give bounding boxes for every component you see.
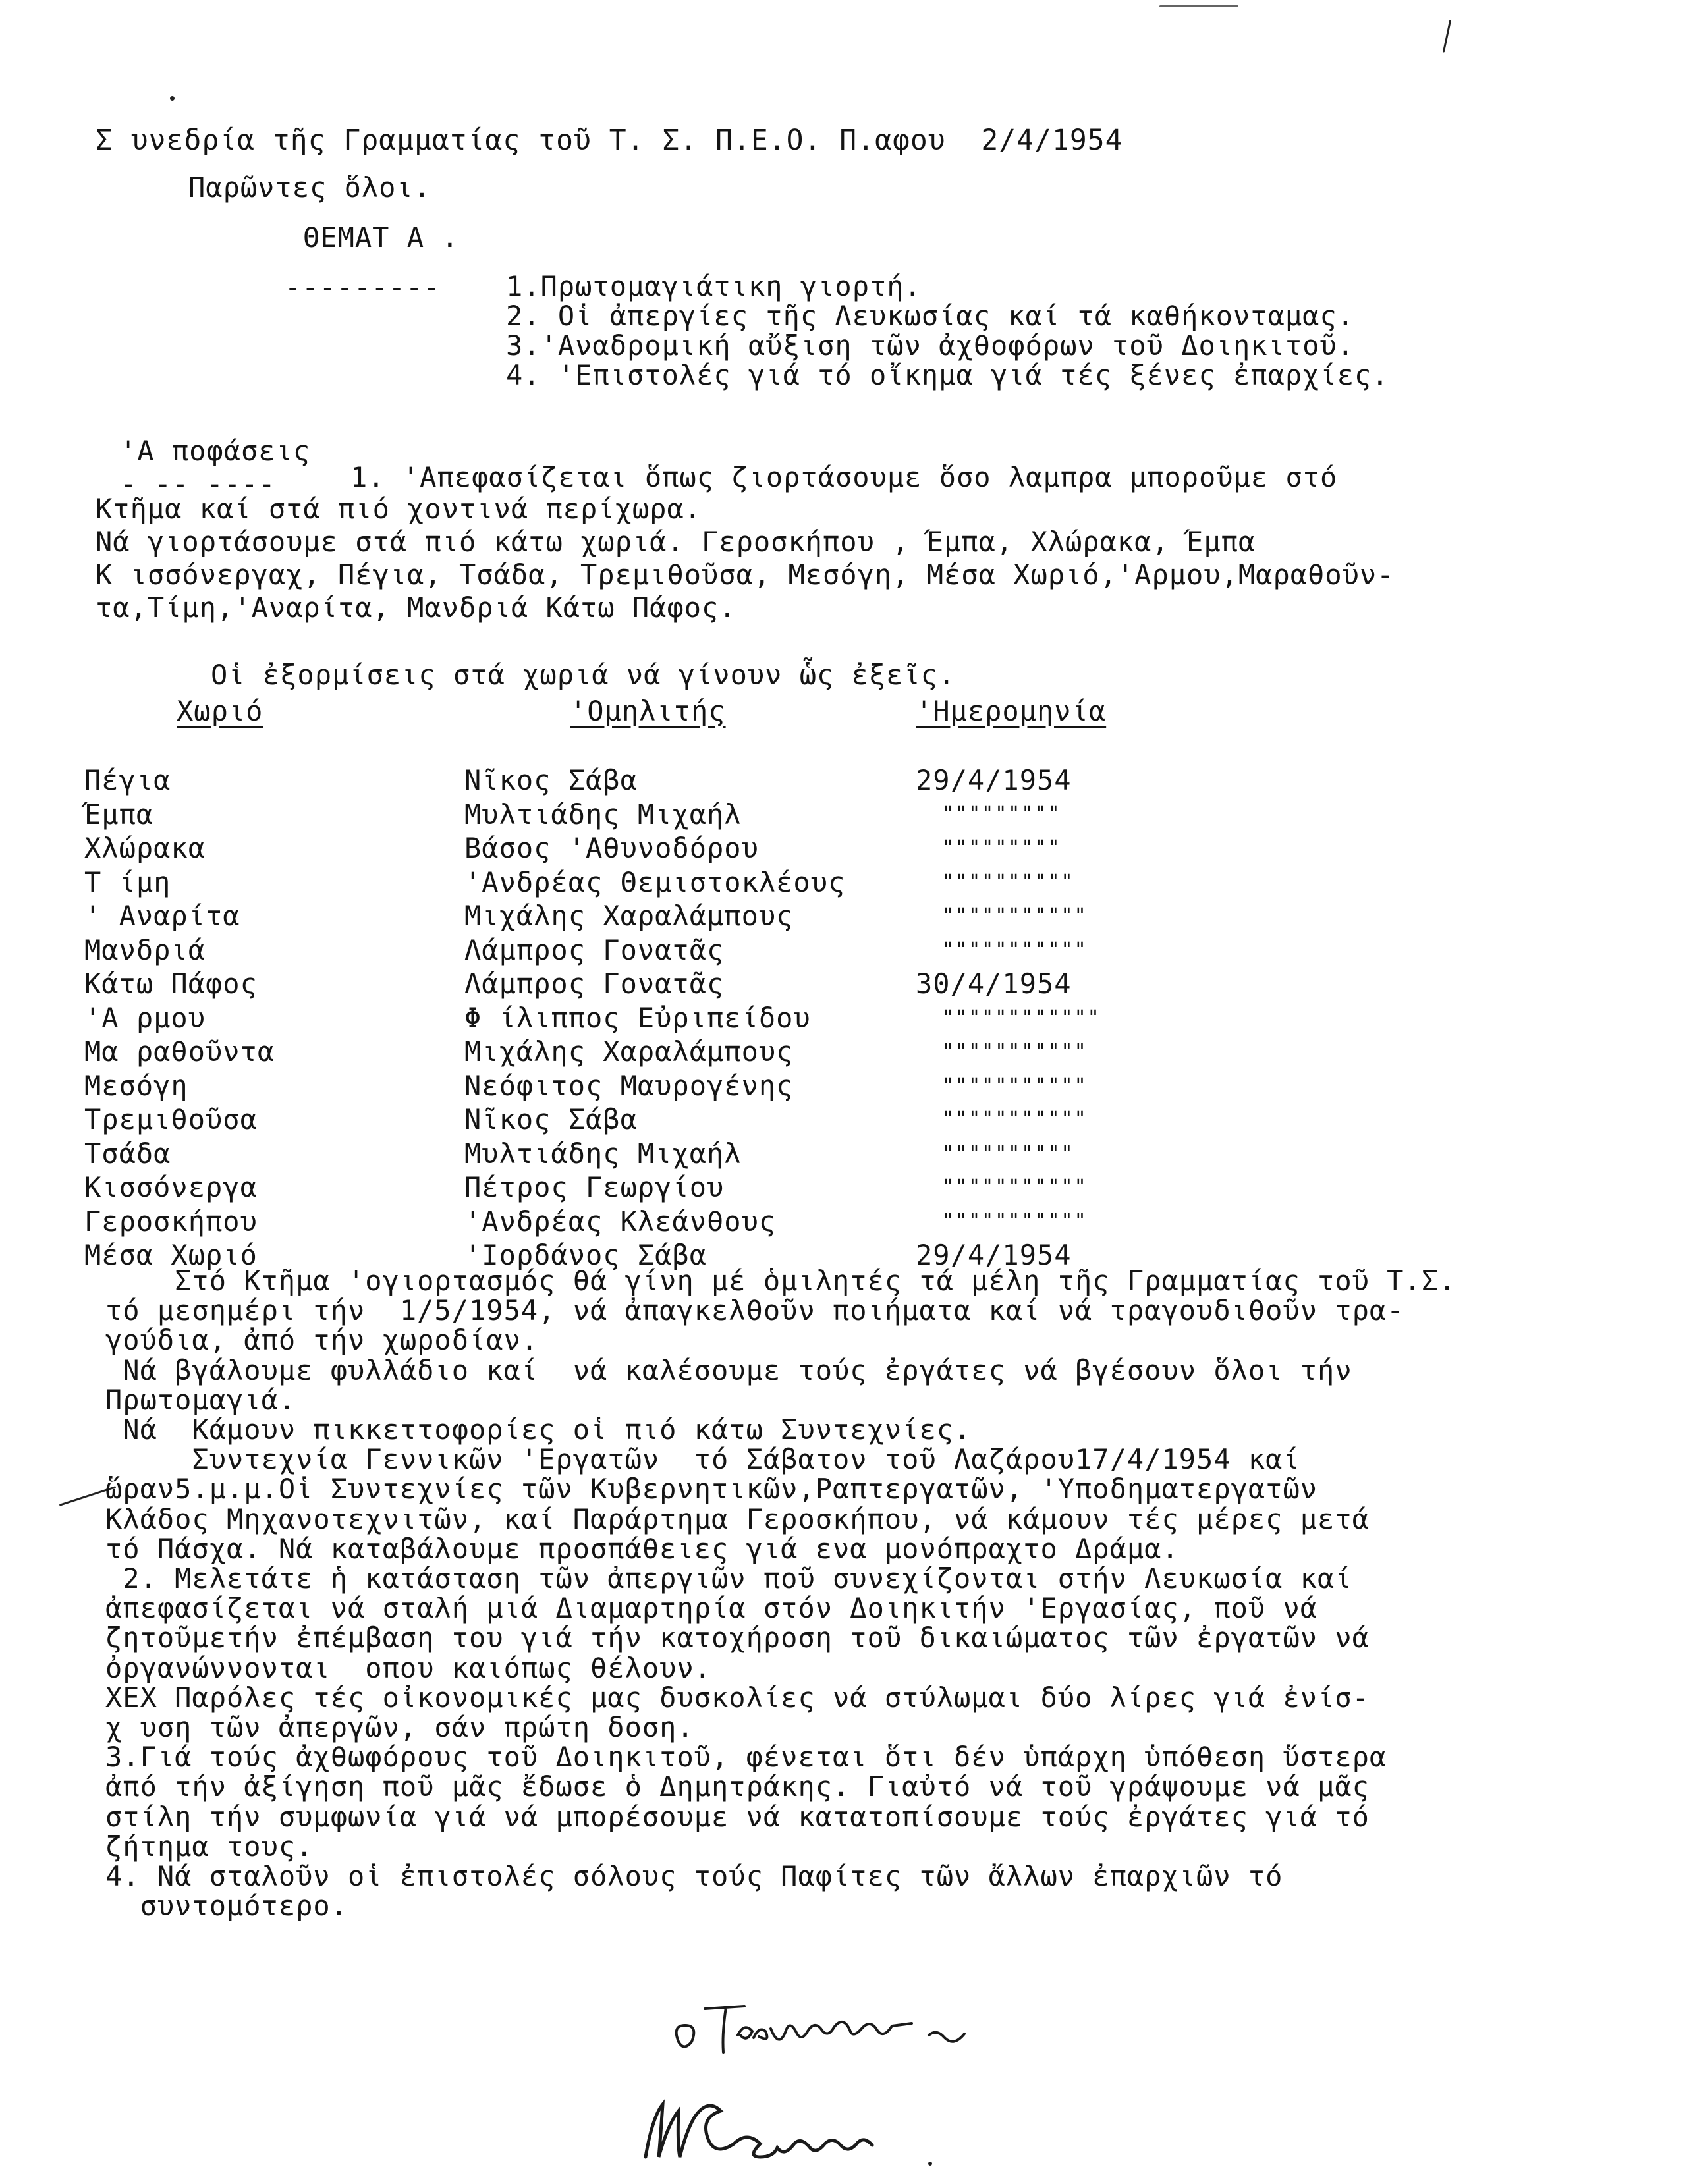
body-line: XEX Παρόλες τές οἰκονομικές μας δυσκολίες νά στύλωμαι δύο λίρες γιά ἐνίσ- <box>105 1681 1370 1714</box>
decisions-heading: 'Α ποφάσεις <box>120 435 311 467</box>
table-cell-village: Χλώρακα <box>84 832 206 864</box>
table-cell-date: """"""""" <box>942 803 1061 826</box>
table-cell-date: """"""""""" <box>942 904 1088 927</box>
table-cell-date: """"""""""" <box>942 1210 1088 1233</box>
table-cell-village: Κάτω Πάφος <box>84 968 258 1000</box>
table-cell-speaker: Νῖκος Σάβα <box>464 1103 638 1135</box>
table-cell-speaker: Φ ίλιππος Εὐριπείδου <box>464 1002 811 1034</box>
table-cell-date: 29/4/1954 <box>916 1239 1072 1271</box>
body-line: στίλη τήν συμφωνία γιά νά μπορέσουμε νά κατατοπίσουμε τούς ἐργάτες γιά τό <box>105 1801 1370 1833</box>
table-cell-date: """""""""""" <box>942 1006 1101 1029</box>
decisions-dashes: - -- ---- <box>120 468 276 500</box>
body-line: ὥραν5.μ.μ.Οἱ Συντεχνίες τῶν Κυβερνητικῶν,Ραπτεργατῶν, 'Υποδηματεργατῶν <box>105 1473 1318 1505</box>
table-cell-speaker: Μιχάλης Χαραλάμπους <box>464 1035 794 1068</box>
table-cell-speaker: Λάμπρος Γονατᾶς <box>464 968 725 1000</box>
decision-1-line: 1. 'Απεφασίζεται ὅπως ζιορτάσουμε ὅσο λαμπρα μποροῦμε στό <box>350 461 1338 493</box>
body-line: ζητοῦμετήν ἐπέμβαση του γιά τήν κατοχήροση τοῦ δικαιώματος τῶν ἐργατῶν νά <box>105 1622 1370 1654</box>
table-cell-village: Έμπα <box>84 798 154 831</box>
table-cell-village: Πέγια <box>84 764 171 796</box>
table-cell-village: Τσάδα <box>84 1137 171 1170</box>
table-cell-speaker: Λάμπρος Γονατᾶς <box>464 934 725 966</box>
table-cell-date: """"""""""" <box>942 939 1088 962</box>
body-line: Συντεχνία Γεννικῶν 'Εργατῶν τό Σάβατον τοῦ Λαζάρου17/4/1954 καί <box>105 1443 1300 1475</box>
body-line: ἀπεφασίζεται νά σταλή μιά Διαμαρτηρία στόν Δοιηκιτήν 'Εργασίας, ποῦ νά <box>105 1592 1318 1624</box>
signature-name <box>632 2091 949 2170</box>
scan-speck <box>1443 20 1451 53</box>
table-cell-date: """"""""""" <box>942 1108 1088 1131</box>
table-cell-speaker: Μιχάλης Χαραλάμπους <box>464 900 794 932</box>
table-cell-village: Μεσόγη <box>84 1070 188 1102</box>
table-cell-date: """""""""" <box>942 1142 1074 1165</box>
decision-1-line: τα,Τίμη,'Αναρίτα, Μανδριά Κάτω Πάφος. <box>96 591 736 624</box>
agenda-item: 3.'Αναδρομική αὔξιση τῶν ἀχθοφόρων τοῦ Δοιηκιτοῦ. <box>506 329 1355 362</box>
handwritten-role-image <box>665 1996 982 2068</box>
body-line: 4. Νά σταλοῦν οἱ ἐπιστολές σόλους τούς Παφίτες τῶν ἄλλων ἐπαρχιῶν τό <box>105 1860 1283 1892</box>
body-line: Νά Κάμουν πικκεττοφορίες οἱ πιό κάτω Συντεχνίες. <box>105 1413 972 1446</box>
body-line: τό μεσημέρι τήν 1/5/1954, νά ἀπαγκελθοῦν ποιήματα καί νά τραγουδιθοῦν τρα- <box>105 1294 1404 1326</box>
body-line: γούδια, ἀπό τήν χωροδίαν. <box>105 1324 539 1356</box>
body-line: συντομότερο. <box>105 1890 348 1922</box>
table-header-village: Χωριό <box>177 695 263 727</box>
table-cell-date: """""""""" <box>942 871 1074 894</box>
table-cell-date: """"""""""" <box>942 1176 1088 1199</box>
body-line: ἀπό τήν ἀξίγηση ποῦ μᾶς ἔδωσε ὁ Δημητράκης. Γιαὐτό νά τοῦ γράψουμε νά μᾶς <box>105 1770 1370 1803</box>
decision-1-line: Κ ισσόνεργαχ, Πέγια, Τσάδα, Τρεμιθοῦσα, Μεσόγη, Μέσα Χωριό,'Αρμου,Μαραθοῦν- <box>96 559 1395 591</box>
handwritten-signature-image <box>632 2091 949 2170</box>
table-cell-village: Κισσόνεργα <box>84 1171 258 1203</box>
signature-role <box>665 1996 982 2068</box>
document-title: Σ υνεδρία τῆς Γραμματίας τοῦ Τ. Σ. Π.Ε.Ο. Π.αφου 2/4/1954 <box>96 124 1123 157</box>
agenda-dashes: --------- <box>285 271 441 304</box>
table-cell-date: 29/4/1954 <box>916 764 1072 796</box>
body-line: 2. Μελετάτε ἡ κατάσταση τῶν ἀπεργιῶν ποῦ συνεχίζονται στήν Λευκωσία καί <box>105 1562 1352 1595</box>
speakers-intro: Οἱ ἐξορμίσεις στά χωριά νά γίνουν ὧς ἐξεῖς. <box>211 659 956 691</box>
table-cell-village: 'Α ρμου <box>84 1002 206 1034</box>
scan-speck <box>170 96 175 101</box>
table-cell-speaker: 'Ανδρέας Κλεάνθους <box>464 1205 777 1238</box>
agenda-item: 4. 'Επιστολές γιά τό οἴκημα γιά τές ξένες ἐπαρχίες. <box>506 359 1389 391</box>
table-cell-date: """"""""""" <box>942 1040 1088 1063</box>
table-cell-village: ' Αναρίτα <box>84 900 240 932</box>
table-cell-date: 30/4/1954 <box>916 968 1072 1000</box>
table-cell-village: Τρεμιθοῦσα <box>84 1103 258 1135</box>
table-cell-village: Τ ίμη <box>84 866 171 898</box>
agenda-item: 2. Οἱ ἀπεργίες τῆς Λευκωσίας καί τά καθήκονταμας. <box>506 300 1355 332</box>
body-line: Νά βγάλουμε φυλλάδιο καί νά καλέσουμε τούς ἐργάτες νά βγέσουν ὅλοι τήν <box>105 1354 1352 1386</box>
agenda-item: 1.Πρωτομαγιάτικη γιορτή. <box>506 270 922 302</box>
table-cell-village: Μα ραθοῦντα <box>84 1035 275 1068</box>
table-cell-speaker: Μυλτιάδης Μιχαήλ <box>464 1137 742 1170</box>
body-line: Κλάδος Μηχανοτεχνιτῶν, καί Παράρτημα Γεροσκήπου, νά κάμουν τές μέρες μετά <box>105 1503 1370 1535</box>
table-cell-speaker: Βάσος 'Αθυνοδόρου <box>464 832 759 864</box>
decision-1-line: Νά γιορτάσουμε στά πιό κάτω χωριά. Γεροσκήπου , Έμπα, Χλώρακα, Έμπα <box>96 526 1256 558</box>
body-line: Πρωτομαγιά. <box>105 1384 296 1416</box>
table-header-speaker: 'Ομηλιτής <box>570 695 726 727</box>
body-line: ζήτημα τους. <box>105 1830 314 1863</box>
table-cell-village: Γεροσκήπου <box>84 1205 258 1238</box>
table-cell-speaker: Νῖκος Σάβα <box>464 764 638 796</box>
body-line: Στό Κτῆμα 'ογιορτασμός θά γίνη μέ ὁμιλητές τά μέλη τῆς Γραμματίας τοῦ Τ.Σ. <box>105 1265 1456 1297</box>
decision-1-line: Κτῆμα καί στά πιό χοντινά περίχωρα. <box>96 493 702 525</box>
body-line: ὀργανώννονται οπου καιόπως θέλουν. <box>105 1652 712 1684</box>
table-cell-speaker: Μυλτιάδης Μιχαήλ <box>464 798 742 831</box>
table-cell-date: """"""""""" <box>942 1074 1088 1097</box>
themata-heading: ΘΕΜΑΤ Α . <box>303 221 459 254</box>
body-line: χ υση τῶν ἀπεργῶν, σάν πρώτη δοση. <box>105 1711 694 1743</box>
table-cell-speaker: Νεόφιτος Μαυρογένης <box>464 1070 794 1102</box>
table-cell-speaker: Πέτρος Γεωργίου <box>464 1171 725 1203</box>
attendance-line: Παρῶντες ὅλοι. <box>188 171 431 204</box>
table-cell-speaker: 'Ανδρέας Θεμιστοκλέους <box>464 866 846 898</box>
table-cell-village: Μέσα Χωριό <box>84 1239 258 1271</box>
table-cell-date: """"""""" <box>942 836 1061 860</box>
table-cell-speaker: 'Ιορδάνος Σάβα <box>464 1239 707 1271</box>
table-header-date: 'Ημερομηνία <box>916 695 1107 727</box>
scan-speck <box>1159 5 1238 7</box>
table-cell-village: Μανδριά <box>84 934 206 966</box>
body-line: 3.Γιά τούς ἀχθωφόρους τοῦ Δοιηκιτοῦ, φένεται ὅτι δέν ὑπάρχη ὑπόθεση ὕστερα <box>105 1741 1387 1773</box>
body-line: τό Πάσχα. Νά καταβάλουμε προσπάθειες γιά ενα μονόπραχτο Δράμα. <box>105 1533 1179 1565</box>
